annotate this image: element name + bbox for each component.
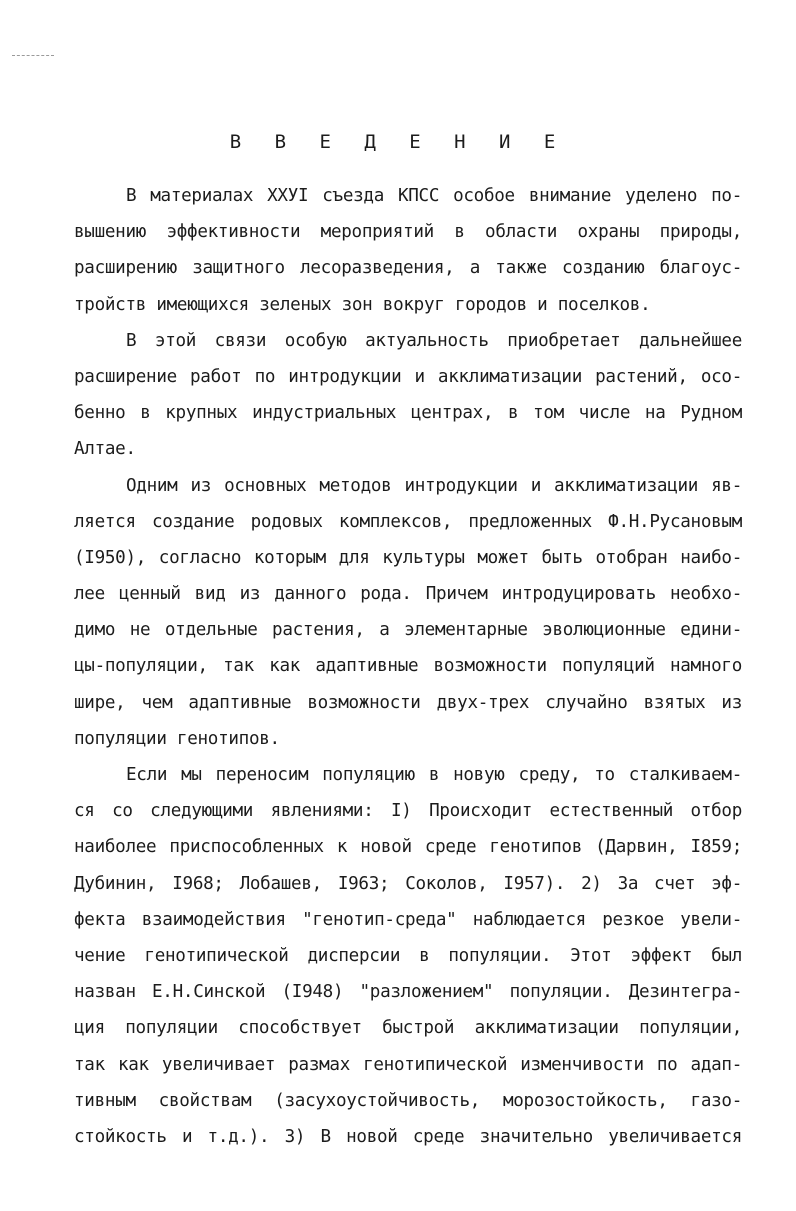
paragraph-4-line-6: чение генотипической дисперсии в популяции. Этот эффект был: [74, 945, 742, 966]
paragraph-3-line-7: шире, чем адаптивные возможности двух-трех случайно взятых из: [74, 692, 742, 713]
paragraph-4-line-11: стойкость и т.д.). 3) В новой среде значительно увеличивается: [74, 1126, 742, 1147]
scan-margin-mark: [12, 55, 54, 56]
paragraph-1-line-3: расширению защитного лесоразведения, а также созданию благоус-: [74, 258, 742, 279]
page-title: В В Е Д Е Н И Е: [229, 131, 567, 153]
paragraph-3-line-2: ляется создание родовых комплексов, предложенных Ф.Н.Русановым: [74, 511, 742, 532]
paragraph-3-line-5: димо не отдельные растения, а элементарные эволюционные едини-: [74, 620, 742, 641]
paragraph-4-line-4: Дубинин, I968; Лобашев, I963; Соколов, I957). 2) За счет эф-: [74, 873, 742, 894]
paragraph-2-line-1: В этой связи особую актуальность приобретает дальнейшее: [126, 330, 742, 351]
paragraph-3-line-3: (I950), согласно которым для культуры может быть отобран наибо-: [74, 547, 742, 568]
paragraph-4-line-8: ция популяции способствует быстрой акклиматизации популяции,: [74, 1018, 742, 1039]
paragraph-2-line-4: Алтае.: [74, 439, 136, 460]
paragraph-3-line-4: лее ценный вид из данного рода. Причем интродуцировать необхо-: [74, 584, 742, 605]
paragraph-3-line-6: цы-популяции, так как адаптивные возможности популяций намного: [74, 656, 742, 677]
paragraph-4-line-7: назван Е.Н.Синской (I948) "разложением" популяции. Дезинтегра-: [74, 982, 742, 1003]
paragraph-3-line-1: Одним из основных методов интродукции и акклиматизации яв-: [126, 475, 742, 496]
paragraph-4-line-5: фекта взаимодействия "генотип-среда" наблюдается резкое увели-: [74, 909, 742, 930]
paragraph-1-line-4: тройств имеющихся зеленых зон вокруг городов и поселков.: [74, 294, 651, 315]
paragraph-4-line-10: тивным свойствам (засухоустойчивость, морозостойкость, газо-: [74, 1090, 742, 1111]
paragraph-1-line-2: вышению эффективности мероприятий в области охраны природы,: [74, 222, 742, 243]
paragraph-3-line-8: популяции генотипов.: [74, 728, 280, 749]
paragraph-1-line-1: В материалах XXУI съезда КПСС особое внимание уделено по-: [126, 186, 742, 206]
paragraph-4-line-9: так как увеличивает размах генотипической изменчивости по адап-: [74, 1054, 742, 1075]
paragraph-4-line-1: Если мы переносим популяцию в новую среду, то сталкиваем-: [126, 765, 742, 785]
body-text: [74, 178, 742, 1155]
paragraph-4-line-2: ся со следующими явлениями: I) Происходит естественный отбор: [74, 801, 742, 822]
paragraph-2-line-3: бенно в крупных индустриальных центрах, в том числе на Рудном: [74, 403, 742, 424]
paragraph-2-line-2: расширение работ по интродукции и акклиматизации растений, осо-: [74, 366, 742, 387]
paragraph-4-line-3: наиболее приспособленных к новой среде генотипов (Дарвин, I859;: [74, 837, 742, 858]
